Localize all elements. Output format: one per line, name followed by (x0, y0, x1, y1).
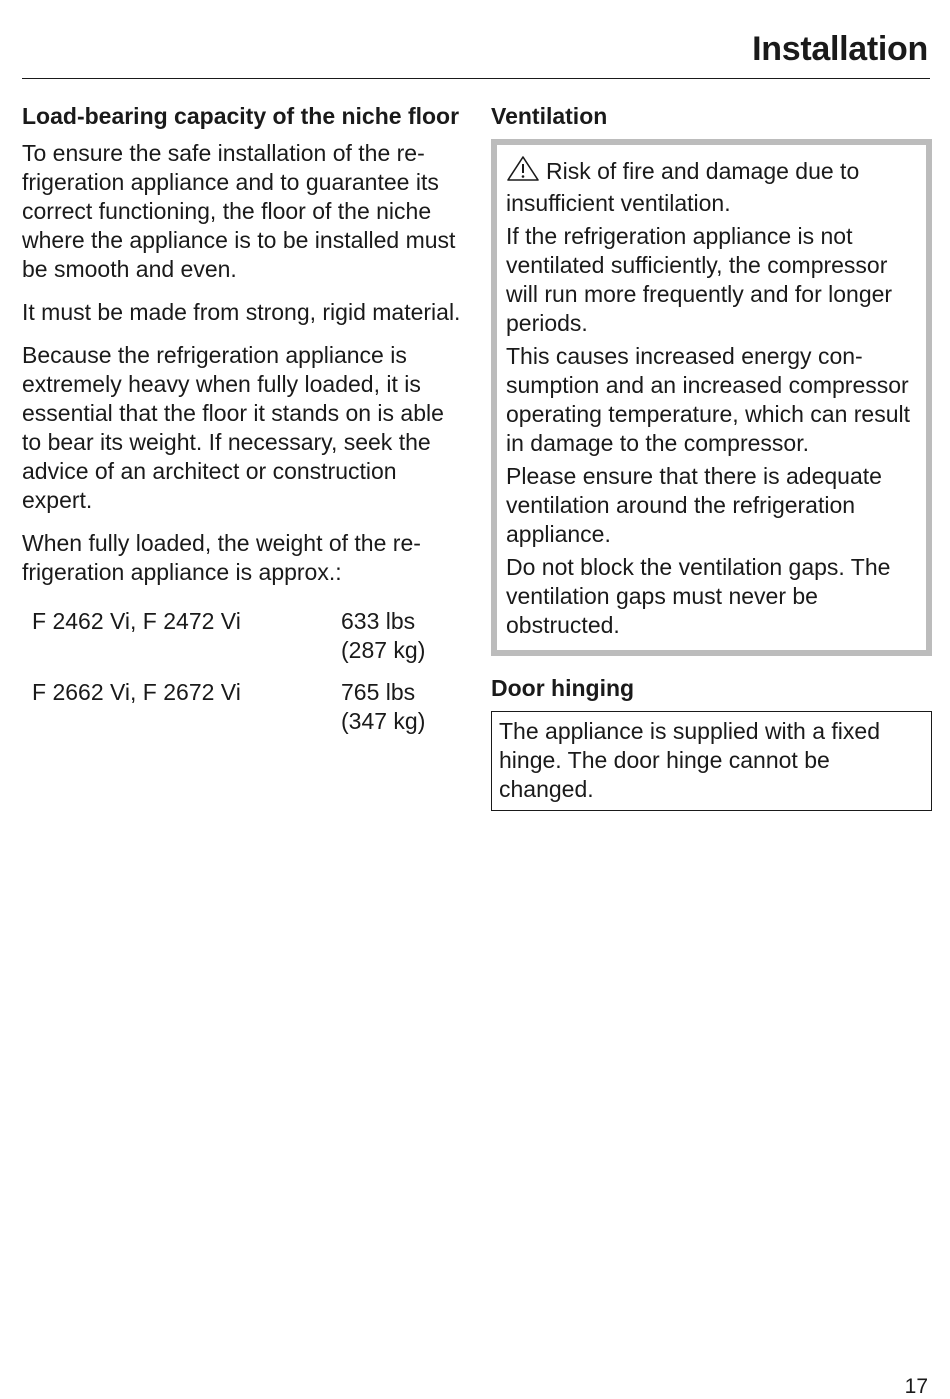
weight-kg: (287 kg) (341, 637, 426, 663)
page-header (22, 28, 930, 79)
note-box (491, 711, 932, 811)
model-cell: F 2662 Vi, F 2672 Vi (32, 679, 241, 705)
table-row (22, 607, 462, 678)
warning-title: Risk of fire and damage due to insufficient ventilation. (506, 158, 860, 216)
weight-cell (341, 678, 462, 749)
warning-triangle-icon (506, 155, 540, 189)
weight-kg: (347 kg) (341, 708, 426, 734)
paragraph: To ensure the safe installation of the refrigeration appliance and to guarantee its correct functioning, the floor of the niche where the appliance is to be installed must be smooth and even. (22, 140, 456, 282)
warning-box (491, 139, 932, 656)
warning-paragraph: Do not block the ventilation gaps. The ventilation gaps must never be obstructed. (506, 554, 891, 638)
warning-paragraph: Please ensure that there is adequate ventilation around the refrigeration appliance. (506, 463, 882, 547)
paragraph: It must be made from strong, rigid material. (22, 299, 461, 325)
warning-paragraph: This causes increased energy consumption and an increased compressor operating temperature, which can result in damage to the compressor. (506, 343, 910, 456)
table-row (22, 678, 462, 749)
warning-paragraph (506, 155, 914, 218)
section-heading-ventilation: Ventilation (491, 103, 608, 129)
warning-paragraph: If the refrigeration appliance is not ventilated sufficiently, the compressor will run more frequently and for longer periods. (506, 223, 893, 336)
weight-lbs: 633 lbs (341, 608, 416, 634)
weight-lbs: 765 lbs (341, 679, 416, 705)
section-heading-door-hinging: Door hinging (491, 675, 635, 701)
weight-table (22, 607, 462, 749)
page-number: 17 (904, 1375, 928, 1398)
left-column (22, 102, 462, 749)
model-cell: F 2462 Vi, F 2472 Vi (32, 608, 241, 634)
paragraph: Because the refrigeration appliance is extremely heavy when fully loaded, it is essential that the floor it stands on is able to bear its weight. If necessary, seek the advice of an architect or construction expert. (22, 342, 444, 513)
paragraph: When fully loaded, the weight of the refrigeration appliance is approx.: (22, 530, 421, 585)
page-title: Installation (752, 30, 928, 68)
section-heading-load-bearing: Load-bearing capacity of the niche floor (22, 103, 460, 129)
note-text: The appliance is supplied with a fixed hinge. The door hinge cannot be changed. (499, 718, 881, 802)
weight-cell (341, 607, 462, 678)
right-column (491, 102, 932, 811)
